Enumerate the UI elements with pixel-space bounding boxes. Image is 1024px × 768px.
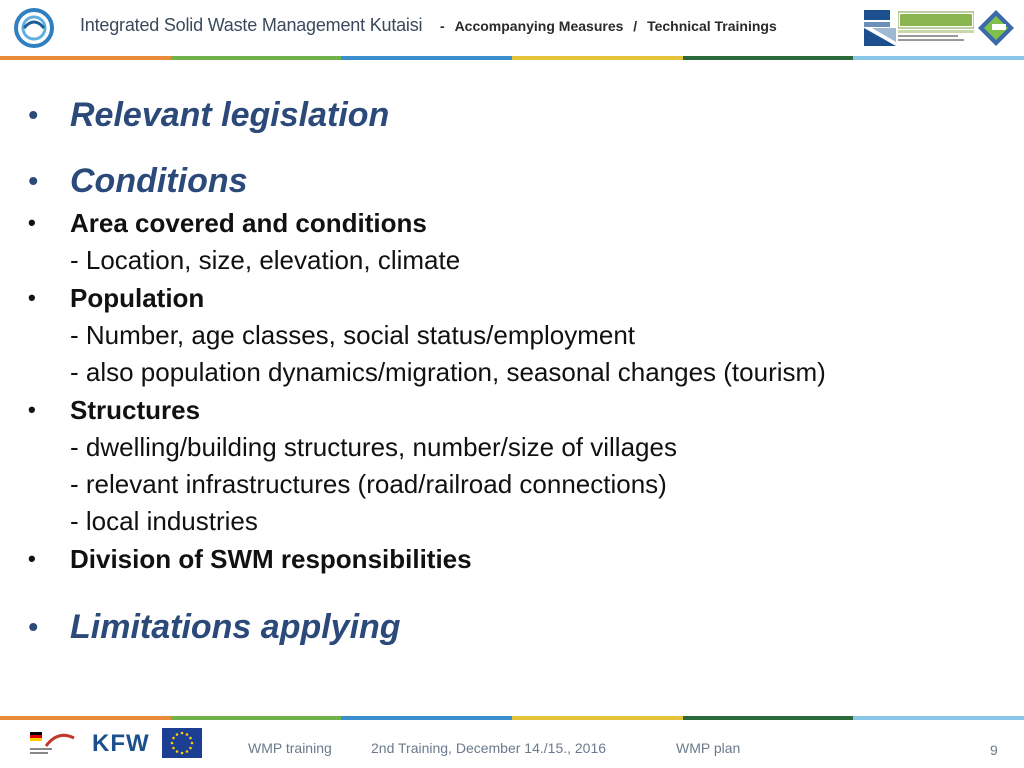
heading-conditions: [28, 158, 988, 204]
list-item-population: [28, 279, 988, 317]
list-item-detail: - Number, age classes, social status/employment: [70, 320, 636, 350]
footer-text-training: WMP training: [248, 740, 332, 756]
bullet: •: [28, 165, 38, 196]
intecus-logo-icon: [898, 10, 974, 46]
list-item-detail: - Location, size, elevation, climate: [70, 245, 461, 275]
pem-consult-logo-icon: [860, 8, 900, 48]
list-item-area: [28, 204, 988, 242]
slide-header: [0, 0, 1024, 56]
breadcrumb-item-accompanying-measures: Accompanying Measures: [454, 18, 624, 34]
eu-flag-icon: [162, 728, 202, 758]
list-item-detail: - dwelling/building structures, number/size of villages: [70, 432, 677, 462]
list-item-detail: - also population dynamics/migration, seasonal changes (tourism): [70, 357, 826, 387]
bullet: •: [28, 397, 36, 422]
heading-text: Limitations applying: [70, 608, 401, 646]
bullet: •: [28, 210, 36, 235]
heading-limitations-applying: [28, 604, 988, 650]
breadcrumb: [440, 18, 777, 34]
bullet: •: [28, 99, 38, 130]
bullet: •: [28, 546, 36, 571]
list-item-detail: - local industries: [70, 506, 258, 536]
breadcrumb-item-technical-trainings: Technical Trainings: [647, 18, 777, 34]
slide-content: [28, 92, 988, 650]
list-item-detail: - relevant infrastructures (road/railroad connections): [70, 469, 667, 499]
list-item-structures: [28, 391, 988, 429]
kfw-logo: KFW: [92, 730, 150, 757]
header-title: Integrated Solid Waste Management Kutaisi: [80, 15, 423, 35]
list-item-title: Division of SWM responsibilities: [70, 544, 472, 574]
footer-text-date: 2nd Training, December 14./15., 2016: [371, 740, 607, 756]
footer-text-plan: WMP plan: [676, 740, 741, 756]
page-number: 9: [990, 742, 998, 758]
breadcrumb-prefix: -: [440, 18, 445, 34]
bullet: •: [28, 611, 38, 642]
kutaisi-logo-icon: [14, 8, 54, 48]
heading-relevant-legislation: [28, 92, 988, 138]
list-item-title: Area covered and conditions: [70, 208, 427, 238]
heading-text: Conditions: [70, 162, 248, 200]
breadcrumb-separator: /: [633, 18, 638, 34]
g-logo-icon: [976, 8, 1016, 48]
list-item-title: Structures: [70, 395, 201, 425]
bullet: •: [28, 285, 36, 310]
heading-text: Relevant legislation: [70, 96, 390, 134]
slide-footer: [0, 720, 1024, 768]
list-item-division: [28, 540, 988, 578]
header-color-bar: [0, 56, 1024, 60]
german-cooperation-logo-icon: [28, 728, 78, 760]
list-item-title: Population: [70, 283, 205, 313]
